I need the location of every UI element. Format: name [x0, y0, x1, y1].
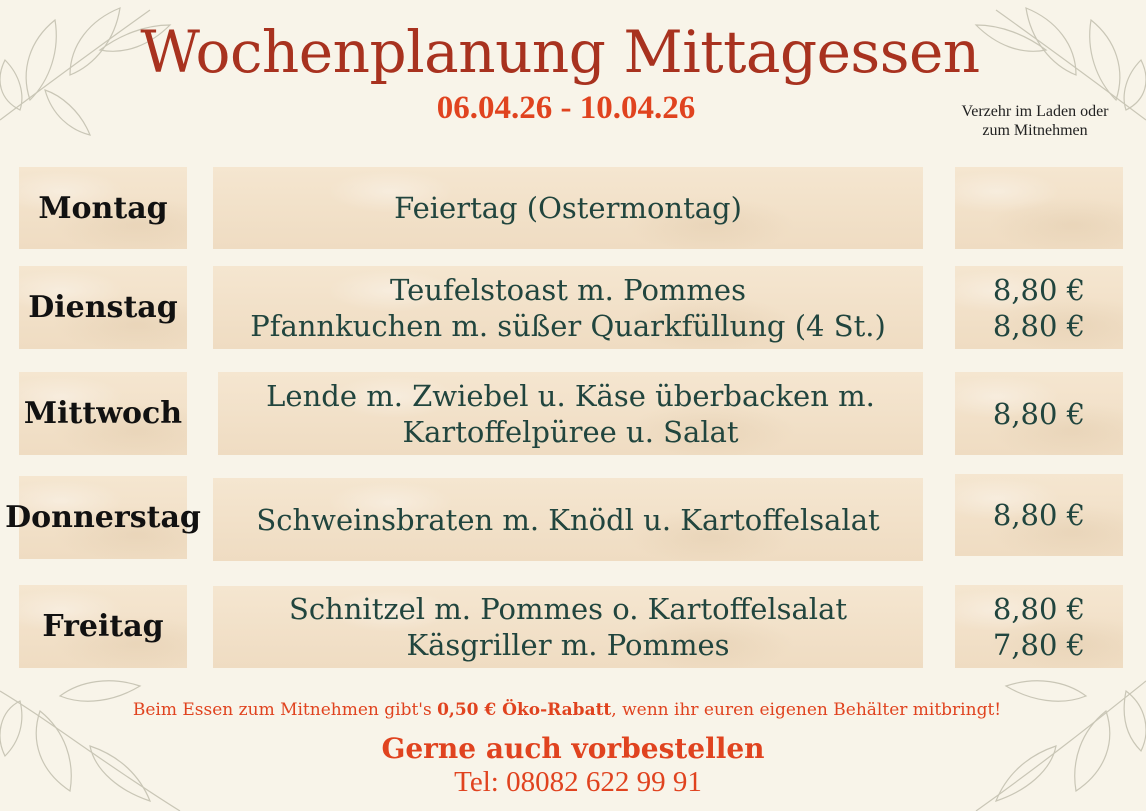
meal-line: Schnitzel m. Pommes o. Kartoffelsalat: [288, 592, 848, 626]
meal-line: Feiertag (Ostermontag): [394, 191, 742, 225]
meal-line: Lende m. Zwiebel u. Käse überbacken m.: [266, 378, 875, 413]
price-column-heading: Verzehr im Laden oder zum Mitnehmen: [961, 103, 1109, 139]
price-value: 8,80 €: [992, 591, 1086, 626]
meal-cell-donnerstag: [213, 478, 923, 561]
price-cell-mittwoch: [955, 372, 1123, 455]
meal-line: Pfannkuchen m. süßer Quarkfüllung (4 St.): [250, 308, 886, 343]
day-label: Dienstag: [28, 290, 178, 325]
note-text: , wenn ihr euren eigenen Behälter mitbringt!: [611, 700, 1002, 720]
meal-cell-montag: [213, 167, 923, 249]
meal-cell-mittwoch: [218, 372, 923, 455]
day-cell-donnerstag: [5, 476, 201, 559]
meal-cell-freitag: [213, 586, 923, 668]
day-label: Mittwoch: [23, 396, 183, 431]
day-cell-dienstag: [19, 266, 187, 349]
price-value: 8,80 €: [992, 498, 1086, 532]
page-title: Wochenplanung Mittagessen: [140, 18, 980, 86]
price-value: 8,80 €: [992, 272, 1086, 307]
phone-number: Tel: 08082 622 99 91: [454, 766, 702, 798]
day-cell-mittwoch: [19, 372, 187, 455]
price-value: 8,80 €: [992, 396, 1086, 431]
price-value: 8,80 €: [992, 308, 1086, 343]
day-label: Montag: [38, 190, 168, 226]
note-text: Beim Essen zum Mitnehmen gibt's: [132, 700, 438, 720]
day-label: Freitag: [42, 609, 164, 644]
discount-highlight: 0,50 € Öko-Rabatt: [437, 700, 612, 720]
preorder-callout: Gerne auch vorbestellen: [381, 732, 765, 765]
meal-line: Teufelstoast m. Pommes: [390, 272, 746, 307]
price-cell-montag: [955, 167, 1123, 249]
meal-line: Käsgriller m. Pommes: [406, 628, 730, 662]
price-value: 7,80 €: [992, 627, 1086, 662]
price-cell-freitag: [955, 585, 1123, 668]
meal-line: Kartoffelpüree u. Salat: [402, 414, 739, 449]
meal-line: Schweinsbraten m. Knödl u. Kartoffelsalat: [256, 502, 880, 537]
day-cell-freitag: [19, 585, 187, 668]
day-label: Donnerstag: [5, 500, 201, 535]
date-range: 06.04.26 - 10.04.26: [436, 90, 696, 126]
meal-cell-dienstag: [213, 266, 923, 349]
price-cell-donnerstag: [955, 474, 1123, 556]
day-cell-montag: [19, 167, 187, 249]
takeaway-discount-note: [0, 700, 1134, 720]
price-cell-dienstag: [955, 266, 1123, 349]
